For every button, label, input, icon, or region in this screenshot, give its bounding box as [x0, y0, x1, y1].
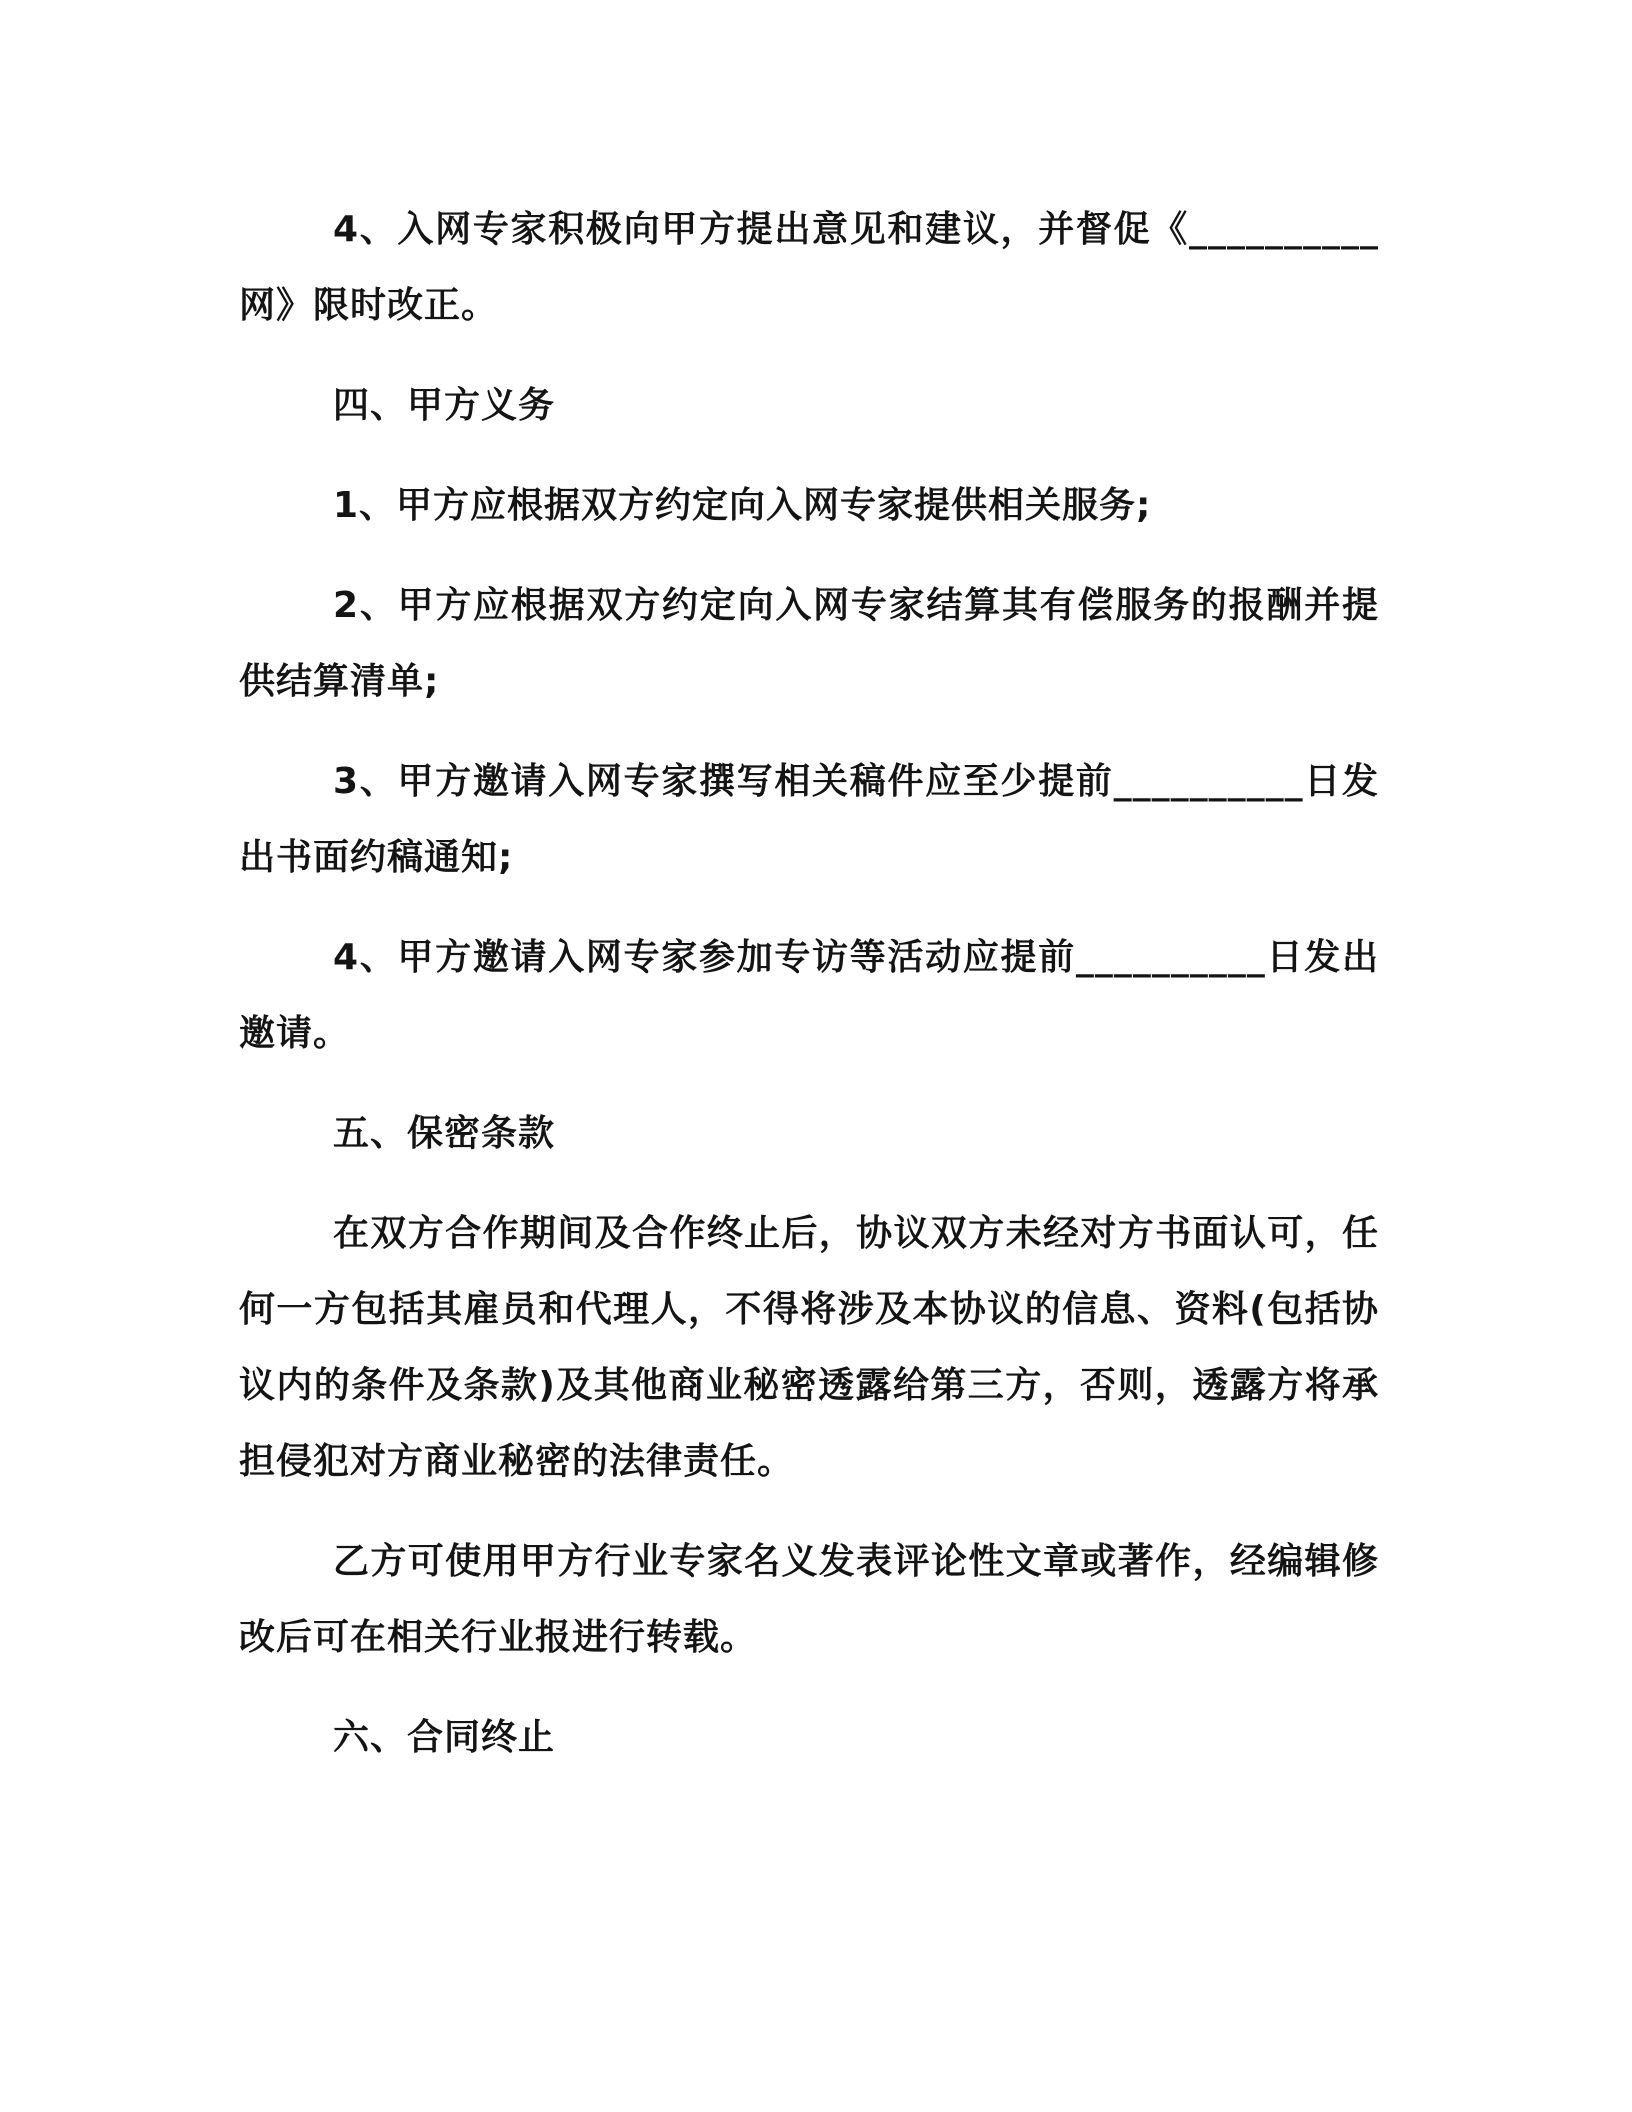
document-body: [239, 192, 1379, 1800]
section-heading-confidentiality: 五、保密条款: [333, 1113, 556, 1154]
clause-4-item-1: 1、甲方应根据双方约定向入网专家提供相关服务;: [333, 485, 1152, 526]
confidentiality-paragraph-2: 乙方可使用甲方行业专家名义发表评论性文章或著作，经编辑修改后可在相关行业报进行转载。: [239, 1541, 1379, 1658]
clause-4-item-4: 4、甲方邀请入网专家参加专访等活动应提前__________日发出邀请。: [239, 937, 1379, 1054]
section-heading-termination: 六、合同终止: [333, 1717, 556, 1758]
clause-3-item-4: 4、入网专家积极向甲方提出意见和建议，并督促《__________网》限时改正。: [239, 209, 1379, 326]
clause-4-item-2: 2、甲方应根据双方约定向入网专家结算其有偿服务的报酬并提供结算清单;: [239, 585, 1379, 702]
section-heading-party-a-obligations: 四、甲方义务: [333, 385, 556, 426]
confidentiality-paragraph-1: 在双方合作期间及合作终止后，协议双方未经对方书面认可，任何一方包括其雇员和代理人，不得将涉及本协议的信息、资料(包括协议内的条件及条款)及其他商业秘密透露给第三方，否则，透露方将承担侵犯对方商业秘密的法律责任。: [239, 1213, 1379, 1482]
clause-4-item-3: 3、甲方邀请入网专家撰写相关稿件应至少提前__________日发出书面约稿通知;: [239, 761, 1379, 878]
